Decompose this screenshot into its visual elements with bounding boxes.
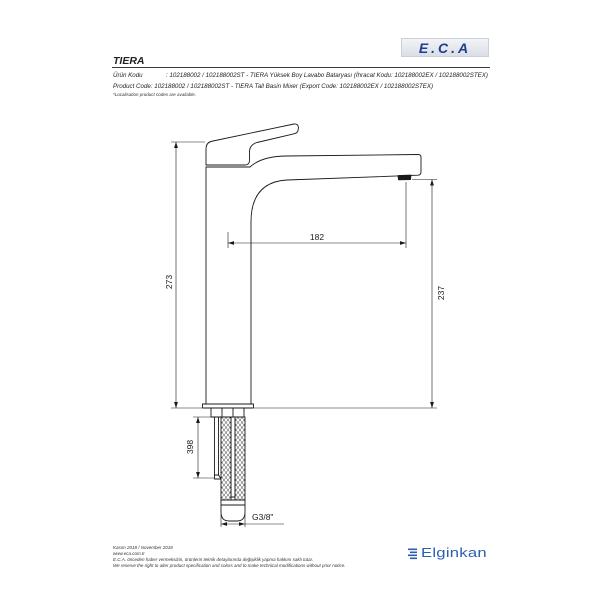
- dimension-hose-length: [193, 417, 214, 478]
- dimension-spout-height: [254, 180, 437, 409]
- dimension-label-hose-length: 398: [185, 439, 195, 455]
- icon-stripe: [408, 555, 417, 557]
- localisation-note: *Localisation product codes are available.: [113, 91, 197, 97]
- faucet-body-and-spout: [206, 155, 421, 405]
- mounting-nut: [211, 408, 244, 417]
- dimension-label-overall-height: 273: [164, 274, 174, 290]
- icon-stripe: [410, 552, 417, 554]
- eca-logo-text: E.C.A: [418, 39, 472, 56]
- product-code-label-tr: Ürün Kodu: [113, 71, 143, 79]
- mounting-stud-tip: [215, 475, 222, 479]
- icon-stripe: [408, 549, 417, 551]
- product-code-line-en: Product Code: 102188002 / 102188002ST - TIERA Tall Basin Mixer (Export Code: 102188002EX / 102188002STEX): [113, 82, 434, 90]
- hose-connector: [221, 500, 245, 521]
- dimension-label-spout-height: 237: [436, 285, 446, 301]
- mounting-stud: [215, 417, 219, 475]
- dimension-label-connection-thread: G3/8": [252, 512, 274, 522]
- footer-notice-tr: E.C.A. önceden haber vermeksizin, ürünlerin teknik detaylarında değişiklik yapma hakkını saklı tutar.: [113, 556, 314, 562]
- footer-notice-en: We reserve the right to alter product specification and colors and to make technical modifications without prior notice.: [113, 563, 346, 568]
- header-divider: [112, 67, 490, 68]
- icon-stripe: [410, 558, 417, 560]
- faucet: [203, 124, 422, 521]
- supply-hose-right: [235, 417, 245, 501]
- product-name: TIERA: [113, 55, 145, 67]
- product-code-value-tr: : 102188002 / 102188002ST - TIERA Yüksek Boy Lavabo Bataryası (İhracat Kodu: 102188002EX / 102188002STEX): [166, 71, 488, 79]
- footer-date: Kasım 2018 / November 2018: [113, 544, 173, 550]
- footer-website-link[interactable]: www.eca.com.tr: [113, 550, 145, 556]
- eca-logo: [401, 38, 489, 57]
- base-flange: [203, 404, 254, 408]
- dimension-label-spout-reach: 182: [309, 232, 325, 242]
- threaded-rod: [231, 417, 235, 497]
- dimension-overall-height: [171, 142, 205, 408]
- elginkan-logo-text: Elginkan: [421, 545, 487, 560]
- aerator: [398, 175, 411, 180]
- supply-hose-left: [221, 417, 231, 501]
- elginkan-stripes-icon: [408, 548, 419, 560]
